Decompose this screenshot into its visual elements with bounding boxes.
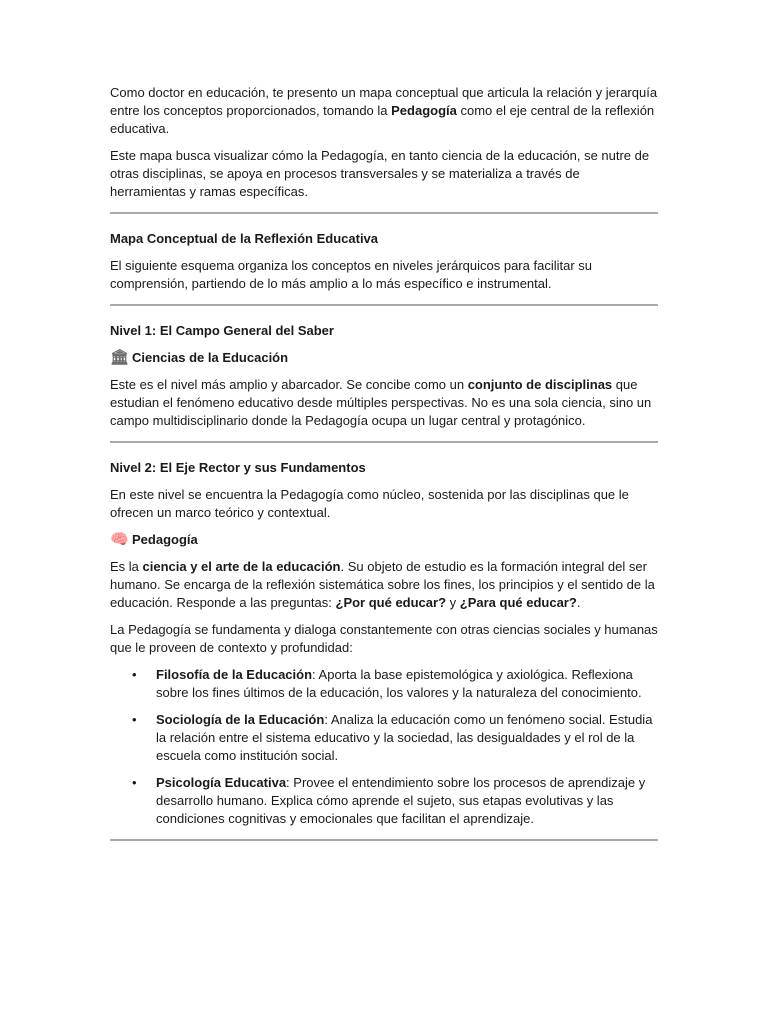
nivel1-heading: Nivel 1: El Campo General del Saber [110, 323, 334, 338]
intro-paragraph-1 [110, 84, 658, 138]
mapa-heading: Mapa Conceptual de la Reflexión Educativa [110, 231, 379, 246]
bold-text: conjunto de disciplinas [467, 377, 613, 392]
bold-text: ciencia y el arte de la educación [142, 559, 341, 574]
section-divider [110, 212, 658, 214]
text-run: y [446, 595, 460, 610]
brain-icon: 🧠 [110, 531, 129, 548]
classical-building-icon: 🏛 [110, 349, 130, 366]
mapa-paragraph: El siguiente esquema organiza los conceptos en niveles jerárquicos para facilitar su comprensión, partiendo de lo más amplio a lo más específico e instrumental. [110, 258, 592, 291]
nivel2-intro-paragraph: En este nivel se encuentra la Pedagogía como núcleo, sostenida por las disciplinas que le ofrecen un marco teórico y contextual. [110, 487, 629, 520]
text-run: que estudian el fenómeno educativo desde múltiples perspectivas. No es una sola ciencia, sino un campo multidisciplinario donde la Pedagogía ocupa un lugar central y protagónico. [110, 377, 652, 428]
fundamentos-paragraph: La Pedagogía se fundamenta y dialoga constantemente con otras ciencias sociales y humanas que le proveen de contexto y profundidad: [110, 622, 658, 655]
nivel1-paragraph [110, 376, 658, 430]
text-run: : Analiza la educación como un fenómeno social. Estudia la relación entre el sistema educativo y la sociedad, las desigualdades y el rol de la escuela como institución social. [156, 712, 653, 763]
list-item [156, 774, 658, 828]
section-divider [110, 839, 658, 841]
bold-text: Filosofía de la Educación [156, 667, 313, 682]
section-divider [110, 441, 658, 443]
bold-text: Sociología de la Educación [156, 712, 325, 727]
nivel2-sub-heading-label: Pedagogía [132, 532, 198, 547]
bold-text: ¿Por qué educar? [335, 595, 447, 610]
nivel1-sub-heading-label: Ciencias de la Educación [132, 350, 289, 365]
text-run: : Aporta la base epistemológica y axiológica. Reflexiona sobre los fines últimos de la educación, los valores y la naturaleza del conocimiento. [156, 667, 642, 700]
nivel2-heading: Nivel 2: El Eje Rector y sus Fundamentos [110, 460, 366, 475]
text-run: como el eje central de la reflexión educativa. [110, 103, 655, 136]
text-run: Es la [110, 559, 143, 574]
text-run: . [576, 595, 581, 610]
text-run: Este es el nivel más amplio y abarcador. Se concibe como un [110, 377, 468, 392]
text-run: . Su objeto de estudio es la formación integral del ser humano. Se encarga de la reflexión sistemática sobre los fines, los principios y el sentido de la educación. Responde a las preguntas: [110, 559, 655, 610]
list-item [156, 666, 658, 702]
document-page [110, 84, 658, 857]
fundamentos-list [110, 666, 658, 828]
pedagogia-definition-paragraph [110, 558, 658, 612]
bold-text: ¿Para qué educar? [459, 595, 577, 610]
bold-text: Pedagogía [391, 103, 457, 118]
intro-paragraph-2 [110, 147, 658, 201]
nivel2-sub-heading [110, 531, 658, 549]
text-run: Como doctor en educación, te presento un mapa conceptual que articula la relación y jerarquía entre los conceptos proporcionados, tomando la [110, 85, 658, 118]
text-run: : Provee el entendimiento sobre los procesos de aprendizaje y desarrollo humano. Explica cómo aprende el sujeto, sus etapas evolutivas y las condiciones cognitivas y emocionales que facilitan el aprendizaje. [156, 775, 646, 826]
list-item [156, 711, 658, 765]
nivel1-sub-heading [110, 349, 658, 367]
text-run: Este mapa busca visualizar cómo la Pedagogía, en tanto ciencia de la educación, se nutre de otras disciplinas, se apoya en procesos transversales y se materializa a través de herramientas y ramas específicas. [110, 148, 650, 199]
section-divider [110, 304, 658, 306]
bold-text: Psicología Educativa [156, 775, 287, 790]
